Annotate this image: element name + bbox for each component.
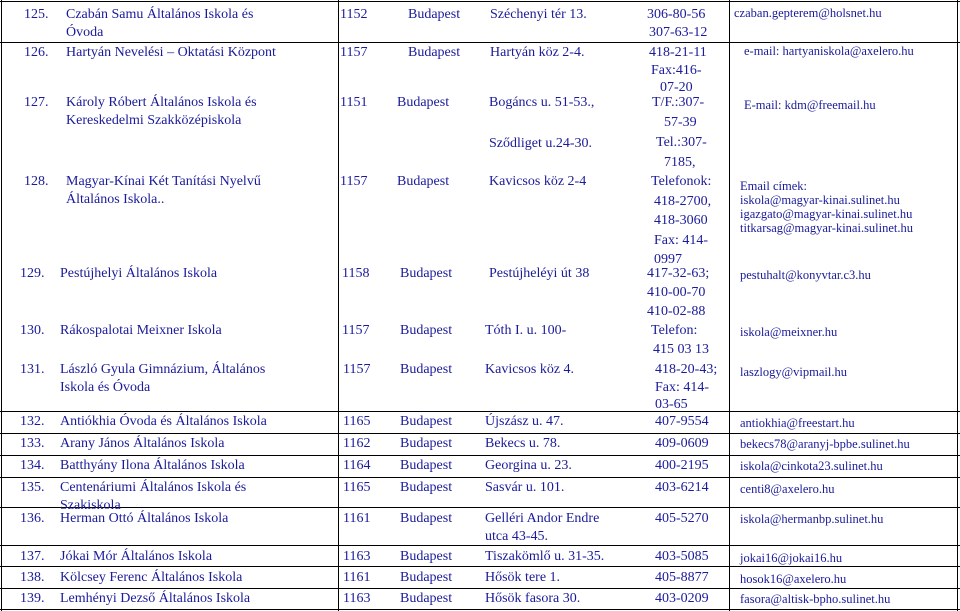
phone-fax: 415 03 13	[653, 341, 709, 357]
postal-code: 1157	[340, 45, 368, 60]
street-address: Bogáncs u. 51-53.,	[489, 95, 595, 110]
street-address: Kavicsos köz 4.	[485, 362, 575, 377]
phone-fax: 7185,	[664, 155, 696, 170]
street-address: Gelléri Andor Endre	[485, 511, 600, 526]
school-name: Rákospalotai Meixner Iskola	[60, 323, 222, 338]
city: Budapest	[408, 45, 461, 60]
email-address: Email címek:	[740, 179, 807, 193]
row-number: 130.	[20, 323, 45, 338]
email-address: fasora@altisk-bpho.sulinet.hu	[740, 592, 891, 606]
street-address: Széchenyi tér 13.	[490, 7, 587, 22]
city: Budapest	[400, 323, 453, 338]
street-address: Bekecs u. 78.	[485, 436, 561, 451]
school-name: Óvoda	[66, 24, 104, 40]
row-number: 131.	[20, 362, 45, 377]
column-divider	[957, 0, 958, 611]
city: Budapest	[400, 266, 453, 281]
row-number: 139.	[20, 591, 45, 606]
phone-fax: 407-9554	[655, 414, 709, 429]
school-name: Pestújhelyi Általános Iskola	[60, 266, 218, 281]
city: Budapest	[400, 414, 453, 429]
row-divider	[0, 566, 960, 567]
city: Budapest	[397, 95, 450, 110]
postal-code: 1164	[343, 458, 371, 473]
postal-code: 1158	[342, 266, 370, 281]
phone-fax: 418-20-43;	[655, 362, 718, 377]
city: Budapest	[400, 570, 453, 585]
street-address: Sződliget u.24-30.	[489, 136, 593, 151]
email-address: hosok16@axelero.hu	[740, 572, 847, 586]
email-address: pestuhalt@konyvtar.c3.hu	[740, 268, 871, 282]
school-name: Általános Iskola..	[66, 191, 165, 207]
email-address: E-mail: kdm@freemail.hu	[744, 98, 876, 112]
phone-fax: Tel.:307-	[656, 135, 707, 150]
street-address: Sasvár u. 101.	[485, 480, 565, 495]
street-address: Kavicsos köz 2-4	[489, 174, 587, 189]
row-number: 125.	[24, 7, 49, 22]
column-divider	[338, 0, 339, 611]
row-divider	[0, 588, 960, 589]
postal-code: 1163	[343, 549, 371, 564]
row-number: 133.	[20, 436, 45, 451]
street-address: Hartyán köz 2-4.	[490, 45, 585, 60]
school-name: Herman Ottó Általános Iskola	[60, 511, 229, 526]
phone-fax: 409-0609	[655, 436, 709, 451]
school-name: Jókai Mór Általános Iskola	[60, 549, 213, 564]
row-divider	[0, 477, 960, 478]
postal-code: 1161	[343, 570, 371, 585]
school-name: Czabán Samu Általános Iskola és	[66, 7, 254, 22]
row-number: 132.	[20, 414, 45, 429]
postal-code: 1152	[340, 7, 368, 22]
school-name: Szakiskola	[60, 497, 121, 513]
phone-fax: 418-21-11	[649, 45, 707, 60]
email-address: igazgato@magyar-kinai.sulinet.hu	[740, 207, 913, 221]
city: Budapest	[400, 591, 453, 606]
city: Budapest	[408, 7, 461, 22]
postal-code: 1161	[343, 511, 371, 526]
school-name: Károly Róbert Általános Iskola és	[66, 95, 257, 110]
column-divider	[1, 0, 2, 611]
phone-fax: 417-32-63;	[647, 266, 710, 281]
phone-fax: 307-63-12	[649, 24, 708, 40]
phone-fax: 403-6214	[655, 480, 709, 495]
column-divider	[729, 0, 730, 611]
street-address: Pestújheléyi út 38	[489, 266, 590, 281]
school-name: Lemhényi Dezső Általános Iskola	[60, 591, 251, 606]
email-address: iskola@meixner.hu	[740, 325, 838, 339]
phone-fax: Fax: 414-	[654, 232, 709, 248]
city: Budapest	[400, 549, 453, 564]
phone-fax: 410-00-70	[647, 285, 706, 300]
row-number: 134.	[20, 458, 45, 473]
school-name: Antiókhia Óvoda és Általános Iskola	[60, 414, 267, 429]
phone-fax: 418-2700,	[654, 193, 712, 209]
phone-fax: 57-39	[664, 115, 697, 130]
postal-code: 1162	[343, 436, 371, 451]
phone-fax: Fax:416-	[651, 62, 702, 78]
school-name: Hartyán Nevelési – Oktatási Központ	[66, 45, 276, 60]
email-address: bekecs78@aranyj-bpbe.sulinet.hu	[740, 437, 910, 451]
table-border-top	[0, 1, 960, 2]
email-address: iskola@cinkota23.sulinet.hu	[740, 459, 883, 473]
phone-fax: 405-5270	[655, 511, 709, 526]
row-divider	[0, 42, 960, 43]
city: Budapest	[400, 436, 453, 451]
postal-code: 1163	[343, 591, 371, 606]
phone-fax: 07-20	[660, 80, 693, 95]
row-divider	[0, 411, 960, 412]
school-name: Centenáriumi Általános Iskola és	[60, 480, 247, 495]
row-number: 137.	[20, 549, 45, 564]
row-number: 127.	[24, 95, 49, 110]
postal-code: 1151	[340, 95, 368, 110]
street-address: Tiszakömlő u. 31-35.	[485, 549, 605, 564]
phone-fax: 405-8877	[655, 570, 709, 585]
city: Budapest	[397, 174, 450, 189]
email-address: laszlogy@vipmail.hu	[740, 365, 847, 379]
phone-fax: Telefonok:	[651, 174, 712, 189]
email-address: e-mail: hartyaniskola@axelero.hu	[744, 44, 914, 58]
row-number: 136.	[20, 511, 45, 526]
phone-fax: 410-02-88	[647, 304, 706, 319]
city: Budapest	[400, 362, 453, 377]
email-address: centi8@axelero.hu	[740, 482, 835, 496]
email-address: titkarsag@magyar-kinai.sulinet.hu	[740, 221, 914, 235]
postal-code: 1157	[343, 362, 371, 377]
email-address: czaban.gepterem@holsnet.hu	[734, 6, 882, 20]
phone-fax: 403-5085	[655, 549, 709, 564]
email-address: iskola@magyar-kinai.sulinet.hu	[740, 193, 900, 207]
city: Budapest	[400, 458, 453, 473]
postal-code: 1165	[343, 414, 371, 429]
school-name: Arany János Általános Iskola	[60, 436, 225, 451]
school-name: Batthyány Ilona Általános Iskola	[60, 458, 245, 473]
phone-fax: Telefon:	[651, 323, 698, 338]
row-divider	[0, 433, 960, 434]
street-address: utca 43-45.	[485, 528, 548, 544]
city: Budapest	[400, 480, 453, 495]
postal-code: 1157	[342, 323, 370, 338]
phone-fax: Fax: 414-	[655, 379, 710, 395]
email-address: antiokhia@freestart.hu	[740, 416, 855, 430]
street-address: Újszász u. 47.	[485, 414, 564, 429]
postal-code: 1157	[340, 174, 368, 189]
phone-fax: 0997	[654, 252, 682, 267]
school-name: Iskola és Óvoda	[60, 379, 151, 395]
street-address: Georgina u. 23.	[485, 458, 572, 473]
phone-fax: 418-3060	[654, 213, 708, 228]
phone-fax: 03-65	[655, 397, 688, 412]
phone-fax: 400-2195	[655, 458, 709, 473]
school-name: Kereskedelmi Szakközépiskola	[66, 112, 242, 128]
table-border-bottom	[0, 609, 960, 610]
email-address: jokai16@jokai16.hu	[740, 551, 843, 565]
row-number: 138.	[20, 570, 45, 585]
city: Budapest	[400, 511, 453, 526]
street-address: Tóth I. u. 100-	[485, 323, 567, 338]
street-address: Hősök fasora 30.	[485, 591, 581, 606]
row-number: 135.	[20, 480, 45, 495]
postal-code: 1165	[343, 480, 371, 495]
row-divider	[0, 455, 960, 456]
row-number: 126.	[24, 45, 49, 60]
phone-fax: 306-80-56	[647, 7, 706, 22]
phone-fax: 403-0209	[655, 591, 709, 606]
row-number: 129.	[20, 266, 45, 281]
school-name: László Gyula Gimnázium, Általános	[60, 362, 266, 377]
school-name: Kölcsey Ferenc Általános Iskola	[60, 570, 243, 585]
school-name: Magyar-Kínai Két Tanítási Nyelvű	[66, 174, 261, 189]
row-divider	[0, 507, 960, 508]
email-address: iskola@hermanbp.sulinet.hu	[740, 512, 884, 526]
row-divider	[0, 545, 960, 546]
row-number: 128.	[24, 174, 49, 189]
phone-fax: T/F.:307-	[652, 95, 705, 110]
street-address: Hősök tere 1.	[485, 570, 561, 585]
